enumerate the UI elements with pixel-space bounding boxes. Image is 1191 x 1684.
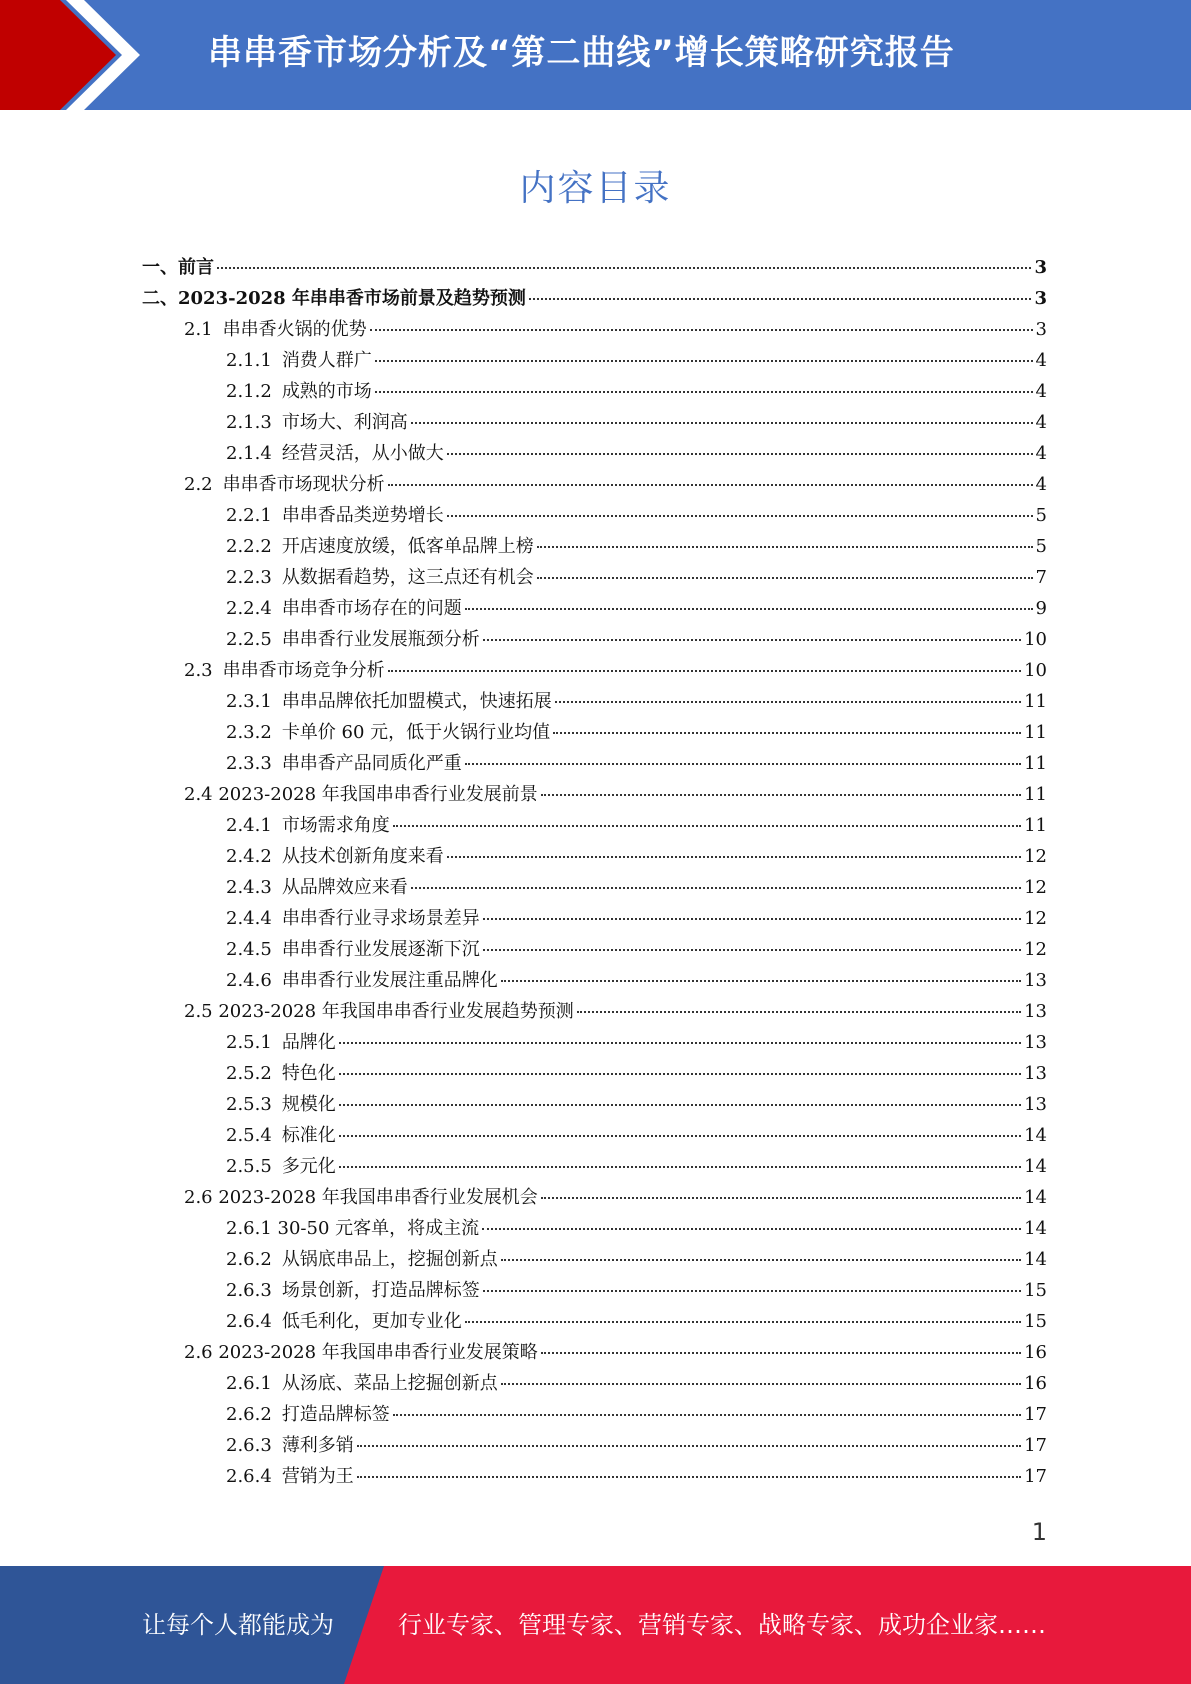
toc-entry[interactable]: 2.6.1 从汤底、菜品上挖掘创新点 16 — [226, 1371, 1047, 1397]
toc-entry[interactable]: 2.1.4 经营灵活，从小做大 4 — [226, 441, 1047, 467]
toc-entry-page: 13 — [1024, 970, 1047, 991]
toc-entry[interactable] — [142, 286, 1047, 312]
toc-entry[interactable]: 2.2.1 串串香品类逆势增长 5 — [226, 503, 1047, 529]
toc-entry-page: 11 — [1024, 815, 1047, 836]
toc-entry-text: 串串香市场竞争分析 — [222, 660, 385, 681]
toc-entry-text: 从品牌效应来看 — [281, 877, 408, 898]
toc-entry-text: 消费人群广 — [281, 350, 372, 371]
toc-entry-page: 13 — [1024, 1094, 1047, 1115]
toc-entry[interactable]: 2.1.2 成熟的市场 4 — [226, 379, 1047, 405]
toc-entry[interactable]: 2.1.1 消费人群广 4 — [226, 348, 1047, 374]
toc-entry-text: 串串品牌依托加盟模式，快速拓展 — [281, 691, 552, 712]
toc-entry[interactable] — [184, 1185, 1047, 1211]
toc-entry-text: 薄利多销 — [281, 1435, 354, 1456]
toc-entry-page: 14 — [1024, 1187, 1047, 1208]
toc-entry-page: 14 — [1024, 1156, 1047, 1177]
toc-entry-page: 17 — [1024, 1404, 1047, 1425]
toc-entry-text: 成熟的市场 — [281, 381, 372, 402]
toc-entry-text: 2.6.1 30-50 元客单，将成主流 — [226, 1218, 480, 1239]
toc-entry-page: 4 — [1035, 474, 1047, 495]
toc-entry-page: 14 — [1024, 1218, 1047, 1239]
toc-entry[interactable]: 2.5.2 特色化 13 — [226, 1061, 1047, 1087]
toc-entry[interactable]: 2.5.3 规模化 13 — [226, 1092, 1047, 1118]
toc-entry[interactable] — [184, 782, 1047, 808]
toc-entry-text: 一、前言 — [142, 257, 214, 278]
toc-entry[interactable]: 2.3.1 串串品牌依托加盟模式，快速拓展 11 — [226, 689, 1047, 715]
toc-entry-text: 串串香火锅的优势 — [222, 319, 367, 340]
toc-entry-text: 串串香品类逆势增长 — [281, 505, 444, 526]
toc-entry-text: 从技术创新角度来看 — [281, 846, 444, 867]
toc-entry-page: 11 — [1024, 691, 1047, 712]
toc-entry-page: 9 — [1035, 598, 1047, 619]
toc-entry-page: 16 — [1024, 1342, 1047, 1363]
toc-entry-text: 2.5 2023-2028 年我国串串香行业发展趋势预测 — [184, 1001, 574, 1022]
toc-entry-page: 4 — [1035, 350, 1047, 371]
toc-entry-page: 3 — [1034, 288, 1047, 309]
toc-entry-text: 卡单价 60 元，低于火锅行业均值 — [281, 722, 551, 743]
toc-entry-text: 2.6 2023-2028 年我国串串香行业发展机会 — [184, 1187, 538, 1208]
toc-entry-text: 串串香市场存在的问题 — [281, 598, 462, 619]
toc-entry[interactable]: 2.1 串串香火锅的优势 3 — [184, 317, 1047, 343]
toc-entry[interactable]: 2.2.2 开店速度放缓，低客单品牌上榜 5 — [226, 534, 1047, 560]
toc-entry[interactable]: 2.4.3 从品牌效应来看 12 — [226, 875, 1047, 901]
toc-entry-page: 3 — [1034, 257, 1047, 278]
toc-entry-text: 2.4 2023-2028 年我国串串香行业发展前景 — [184, 784, 538, 805]
toc-entry-page: 13 — [1024, 1001, 1047, 1022]
toc-entry[interactable]: 2.6.3 薄利多销 17 — [226, 1433, 1047, 1459]
toc-entry-page: 10 — [1024, 629, 1047, 650]
toc-entry-page: 16 — [1024, 1373, 1047, 1394]
toc-entry-page: 12 — [1024, 908, 1047, 929]
toc-entry-text: 规模化 — [281, 1094, 336, 1115]
toc-entry-page: 11 — [1024, 753, 1047, 774]
toc-entry[interactable]: 2.4.1 市场需求角度 11 — [226, 813, 1047, 839]
toc-entry[interactable]: 2.3.2 卡单价 60 元，低于火锅行业均值 11 — [226, 720, 1047, 746]
arrow-logo-icon — [0, 0, 160, 110]
toc-entry-page: 13 — [1024, 1063, 1047, 1084]
toc-entry-page: 14 — [1024, 1125, 1047, 1146]
toc-entry[interactable]: 2.3 串串香市场竞争分析 10 — [184, 658, 1047, 684]
toc-entry-page: 17 — [1024, 1435, 1047, 1456]
toc-entry-text: 从汤底、菜品上挖掘创新点 — [281, 1373, 498, 1394]
toc-entry[interactable]: 2.3.3 串串香产品同质化严重 11 — [226, 751, 1047, 777]
toc-entry[interactable]: 2.4.2 从技术创新角度来看 12 — [226, 844, 1047, 870]
toc-entry[interactable]: 2.6.3 场景创新，打造品牌标签 15 — [226, 1278, 1047, 1304]
toc-entry[interactable]: 2.2.4 串串香市场存在的问题 9 — [226, 596, 1047, 622]
toc-entry[interactable] — [226, 1216, 1047, 1242]
footer-banner — [0, 1566, 1191, 1684]
toc-entry[interactable]: 2.6.4 低毛利化，更加专业化 15 — [226, 1309, 1047, 1335]
page-number: 1 — [1031, 1518, 1047, 1546]
toc-entry-page: 5 — [1035, 505, 1047, 526]
toc-entry[interactable]: 2.5.1 品牌化 13 — [226, 1030, 1047, 1056]
toc-entry-text: 场景创新，打造品牌标签 — [281, 1280, 480, 1301]
toc-entry-page: 11 — [1024, 722, 1047, 743]
toc-entry[interactable]: 2.6.2 打造品牌标签 17 — [226, 1402, 1047, 1428]
toc-entry-text: 串串香行业寻求场景差异 — [281, 908, 480, 929]
toc-entry-text: 营销为王 — [281, 1466, 354, 1487]
header-banner — [0, 0, 1191, 110]
toc-entry[interactable]: 2.4.5 串串香行业发展逐渐下沉 12 — [226, 937, 1047, 963]
toc-entry[interactable]: 2.4.6 串串香行业发展注重品牌化 13 — [226, 968, 1047, 994]
toc-entry-page: 15 — [1024, 1311, 1047, 1332]
toc-entry-page: 12 — [1024, 939, 1047, 960]
toc-entry[interactable]: 2.5.4 标准化 14 — [226, 1123, 1047, 1149]
toc-entry-text: 串串香市场现状分析 — [222, 474, 385, 495]
toc-entry[interactable]: 2.1.3 市场大、利润高 4 — [226, 410, 1047, 436]
toc-entry[interactable] — [142, 255, 1047, 281]
footer-slogan-left: 让每个人都能成为 — [142, 1611, 334, 1639]
toc-entry-text: 串串香行业发展注重品牌化 — [281, 970, 498, 991]
toc-entry-text: 市场需求角度 — [281, 815, 390, 836]
toc-entry[interactable]: 2.5.5 多元化 14 — [226, 1154, 1047, 1180]
toc-entry-text: 低毛利化，更加专业化 — [281, 1311, 462, 1332]
toc-entry-text: 串串香产品同质化严重 — [281, 753, 462, 774]
toc-entry-page: 4 — [1035, 381, 1047, 402]
toc-entry-text: 市场大、利润高 — [281, 412, 408, 433]
toc-entry-page: 4 — [1035, 443, 1047, 464]
toc-entry[interactable]: 2.2 串串香市场现状分析 4 — [184, 472, 1047, 498]
toc-entry-text: 从锅底串品上，挖掘创新点 — [281, 1249, 498, 1270]
toc-entry-text: 二、2023-2028 年串串香市场前景及趋势预测 — [142, 288, 526, 309]
toc-entry[interactable] — [184, 999, 1047, 1025]
toc-entry-text: 串串香行业发展逐渐下沉 — [281, 939, 480, 960]
toc-entry-page: 14 — [1024, 1249, 1047, 1270]
toc-entry-text: 开店速度放缓，低客单品牌上榜 — [281, 536, 534, 557]
toc-entry-page: 17 — [1024, 1466, 1047, 1487]
toc-entry-page: 11 — [1024, 784, 1047, 805]
toc-entry[interactable]: 2.2.3 从数据看趋势，这三点还有机会 7 — [226, 565, 1047, 591]
toc-entry-text: 品牌化 — [281, 1032, 336, 1053]
toc-entry[interactable]: 2.2.5 串串香行业发展瓶颈分析 10 — [226, 627, 1047, 653]
toc-entry-page: 12 — [1024, 846, 1047, 867]
toc-entry-text: 特色化 — [281, 1063, 336, 1084]
toc-entry-page: 15 — [1024, 1280, 1047, 1301]
toc-entry-page: 12 — [1024, 877, 1047, 898]
toc-entry-page: 5 — [1035, 536, 1047, 557]
footer-slogan-right: 行业专家、管理专家、营销专家、战略专家、成功企业家…… — [398, 1611, 1046, 1639]
toc-entry-text: 从数据看趋势，这三点还有机会 — [281, 567, 534, 588]
toc-title: 内容目录 — [519, 168, 672, 209]
toc-entry-page: 7 — [1035, 567, 1047, 588]
toc-entry-page: 3 — [1035, 319, 1047, 340]
toc-entry-page: 10 — [1024, 660, 1047, 681]
toc-entry[interactable]: 2.4.4 串串香行业寻求场景差异 12 — [226, 906, 1047, 932]
toc-entry-text: 2.6 2023-2028 年我国串串香行业发展策略 — [184, 1342, 538, 1363]
toc-entry[interactable] — [184, 1340, 1047, 1366]
toc-entry[interactable]: 2.6.4 营销为王 17 — [226, 1464, 1047, 1490]
toc-entry-page: 4 — [1035, 412, 1047, 433]
report-title: 串串香市场分析及“第二曲线”增长策略研究报告 — [208, 33, 955, 73]
toc-entry-text: 经营灵活，从小做大 — [281, 443, 444, 464]
toc-entry-page: 13 — [1024, 1032, 1047, 1053]
toc-entry-text: 多元化 — [281, 1156, 336, 1177]
toc-entry-text: 打造品牌标签 — [281, 1404, 390, 1425]
toc-entry[interactable]: 2.6.2 从锅底串品上，挖掘创新点 14 — [226, 1247, 1047, 1273]
toc-entry-text: 串串香行业发展瓶颈分析 — [281, 629, 480, 650]
toc-entry-text: 标准化 — [281, 1125, 336, 1146]
